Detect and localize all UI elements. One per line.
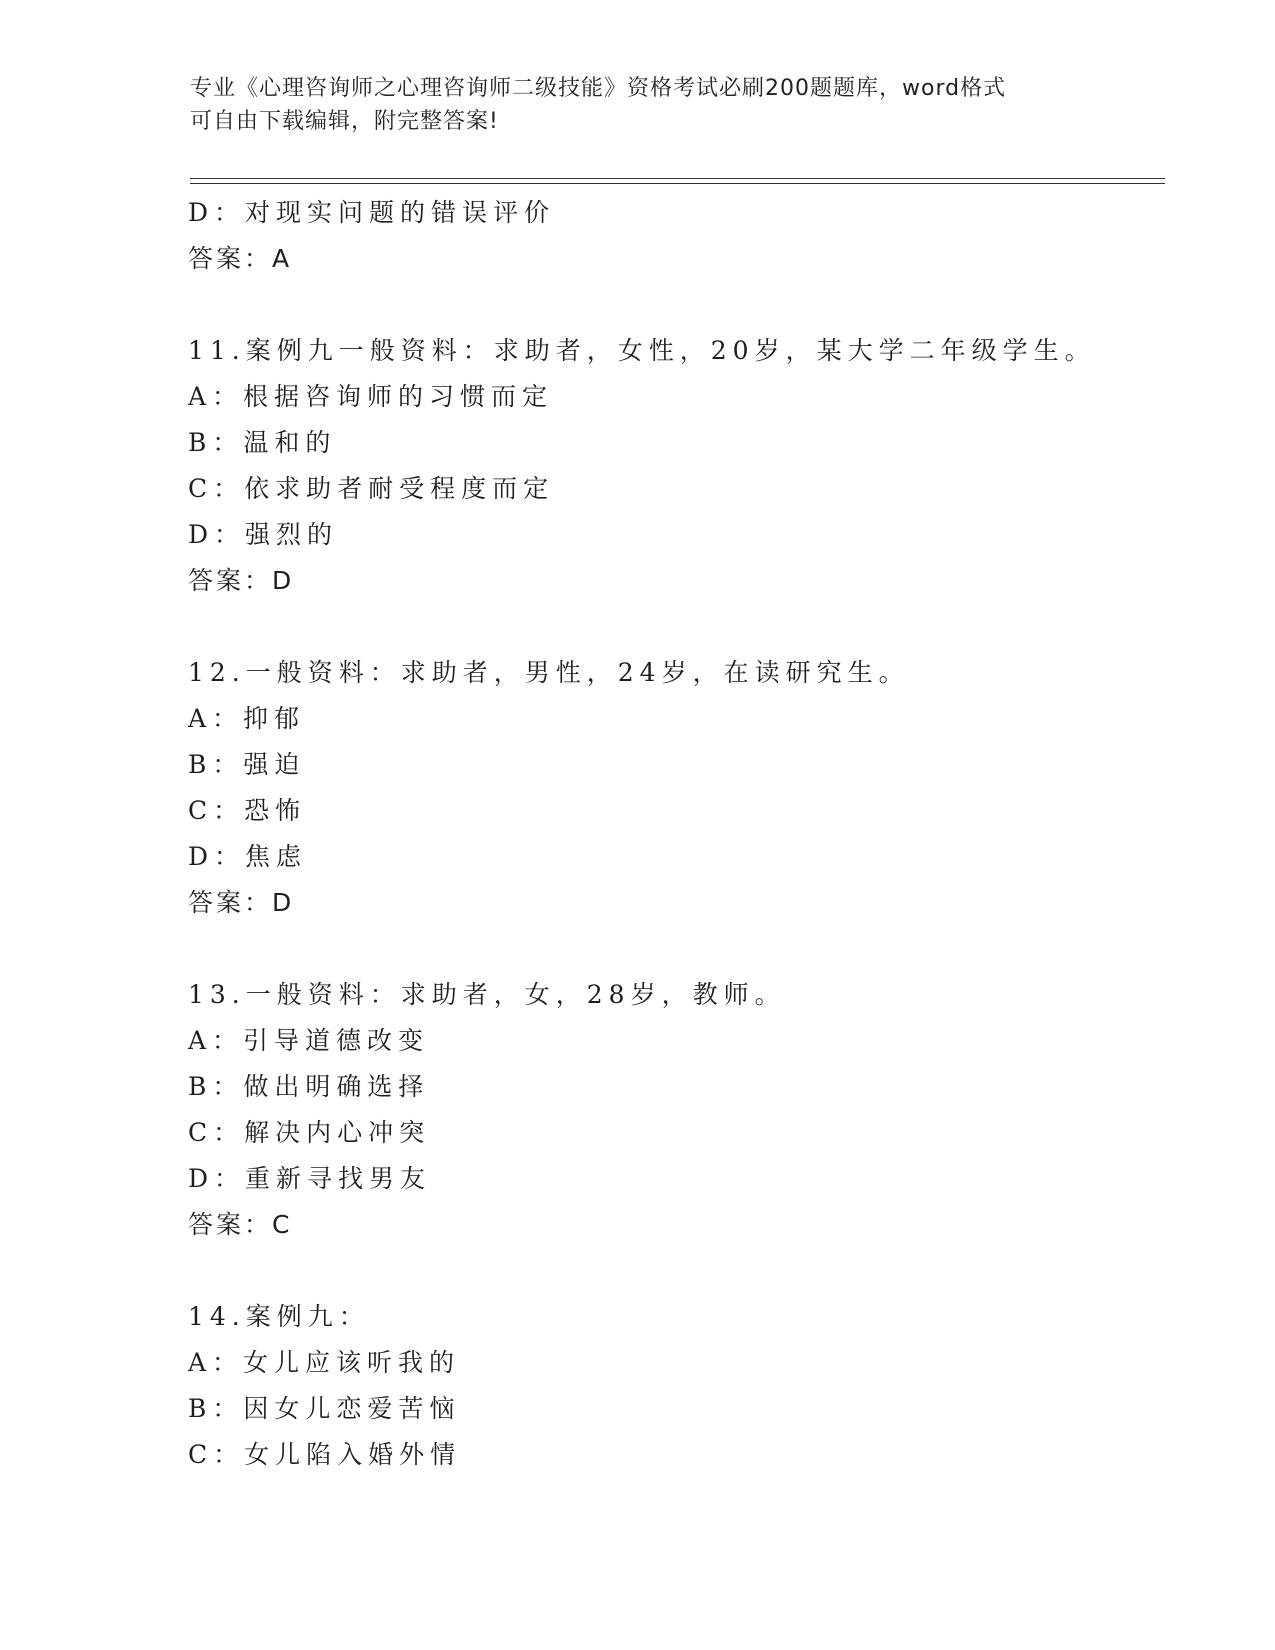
option-b: B：因女儿恋爱苦恼 [188, 1394, 461, 1423]
header-divider-top [190, 178, 1165, 179]
header-title-line-1: 专业《心理咨询师之心理咨询师二级技能》资格考试必刷200题题库，word格式 [190, 76, 1007, 101]
option-d: D：强烈的 [188, 520, 339, 549]
answer-line: 答案：C [188, 1210, 293, 1239]
option-b: B：做出明确选择 [188, 1072, 430, 1101]
option-a: A：引导道德改变 [188, 1026, 430, 1055]
option-b: B：温和的 [188, 428, 337, 457]
question-item [188, 328, 1148, 604]
question-stem: 11.案例九一般资料：求助者，女性，20岁，某大学二年级学生。 [188, 336, 1096, 365]
option-a: A：抑郁 [188, 704, 306, 733]
answer-line: 答案：D [188, 888, 295, 917]
header-divider-bottom [190, 183, 1165, 184]
question-stem: 12.一般资料：求助者，男性，24岁，在读研究生。 [188, 658, 910, 687]
option-d: D：重新寻找男友 [188, 1164, 432, 1193]
document-header [190, 72, 1090, 138]
option-a: A：根据咨询师的习惯而定 [188, 382, 554, 411]
question-list [188, 190, 1148, 1478]
answer-line: 答案：A [188, 244, 293, 273]
option-b: B：强迫 [188, 750, 306, 779]
option-c: C：女儿陷入婚外情 [188, 1440, 462, 1469]
question-item [188, 1294, 1148, 1478]
question-stem: 14.案例九： [188, 1302, 370, 1331]
spacer [188, 926, 1148, 972]
option-c: C：恐怖 [188, 796, 307, 825]
question-stem: 13.一般资料：求助者，女，28岁，教师。 [188, 980, 786, 1009]
question-item [188, 650, 1148, 926]
option-c: C：解决内心冲突 [188, 1118, 431, 1147]
option-c: C：依求助者耐受程度而定 [188, 474, 555, 503]
header-title-line-2: 可自由下载编辑，附完整答案! [190, 109, 499, 134]
answer-line: 答案：D [188, 566, 295, 595]
option-a: A：女儿应该听我的 [188, 1348, 461, 1377]
question-item [188, 972, 1148, 1248]
spacer [188, 1248, 1148, 1294]
spacer [188, 604, 1148, 650]
spacer [188, 282, 1148, 328]
option-d: D：焦虑 [188, 842, 308, 871]
option-d: D：对现实问题的错误评价 [188, 198, 556, 227]
